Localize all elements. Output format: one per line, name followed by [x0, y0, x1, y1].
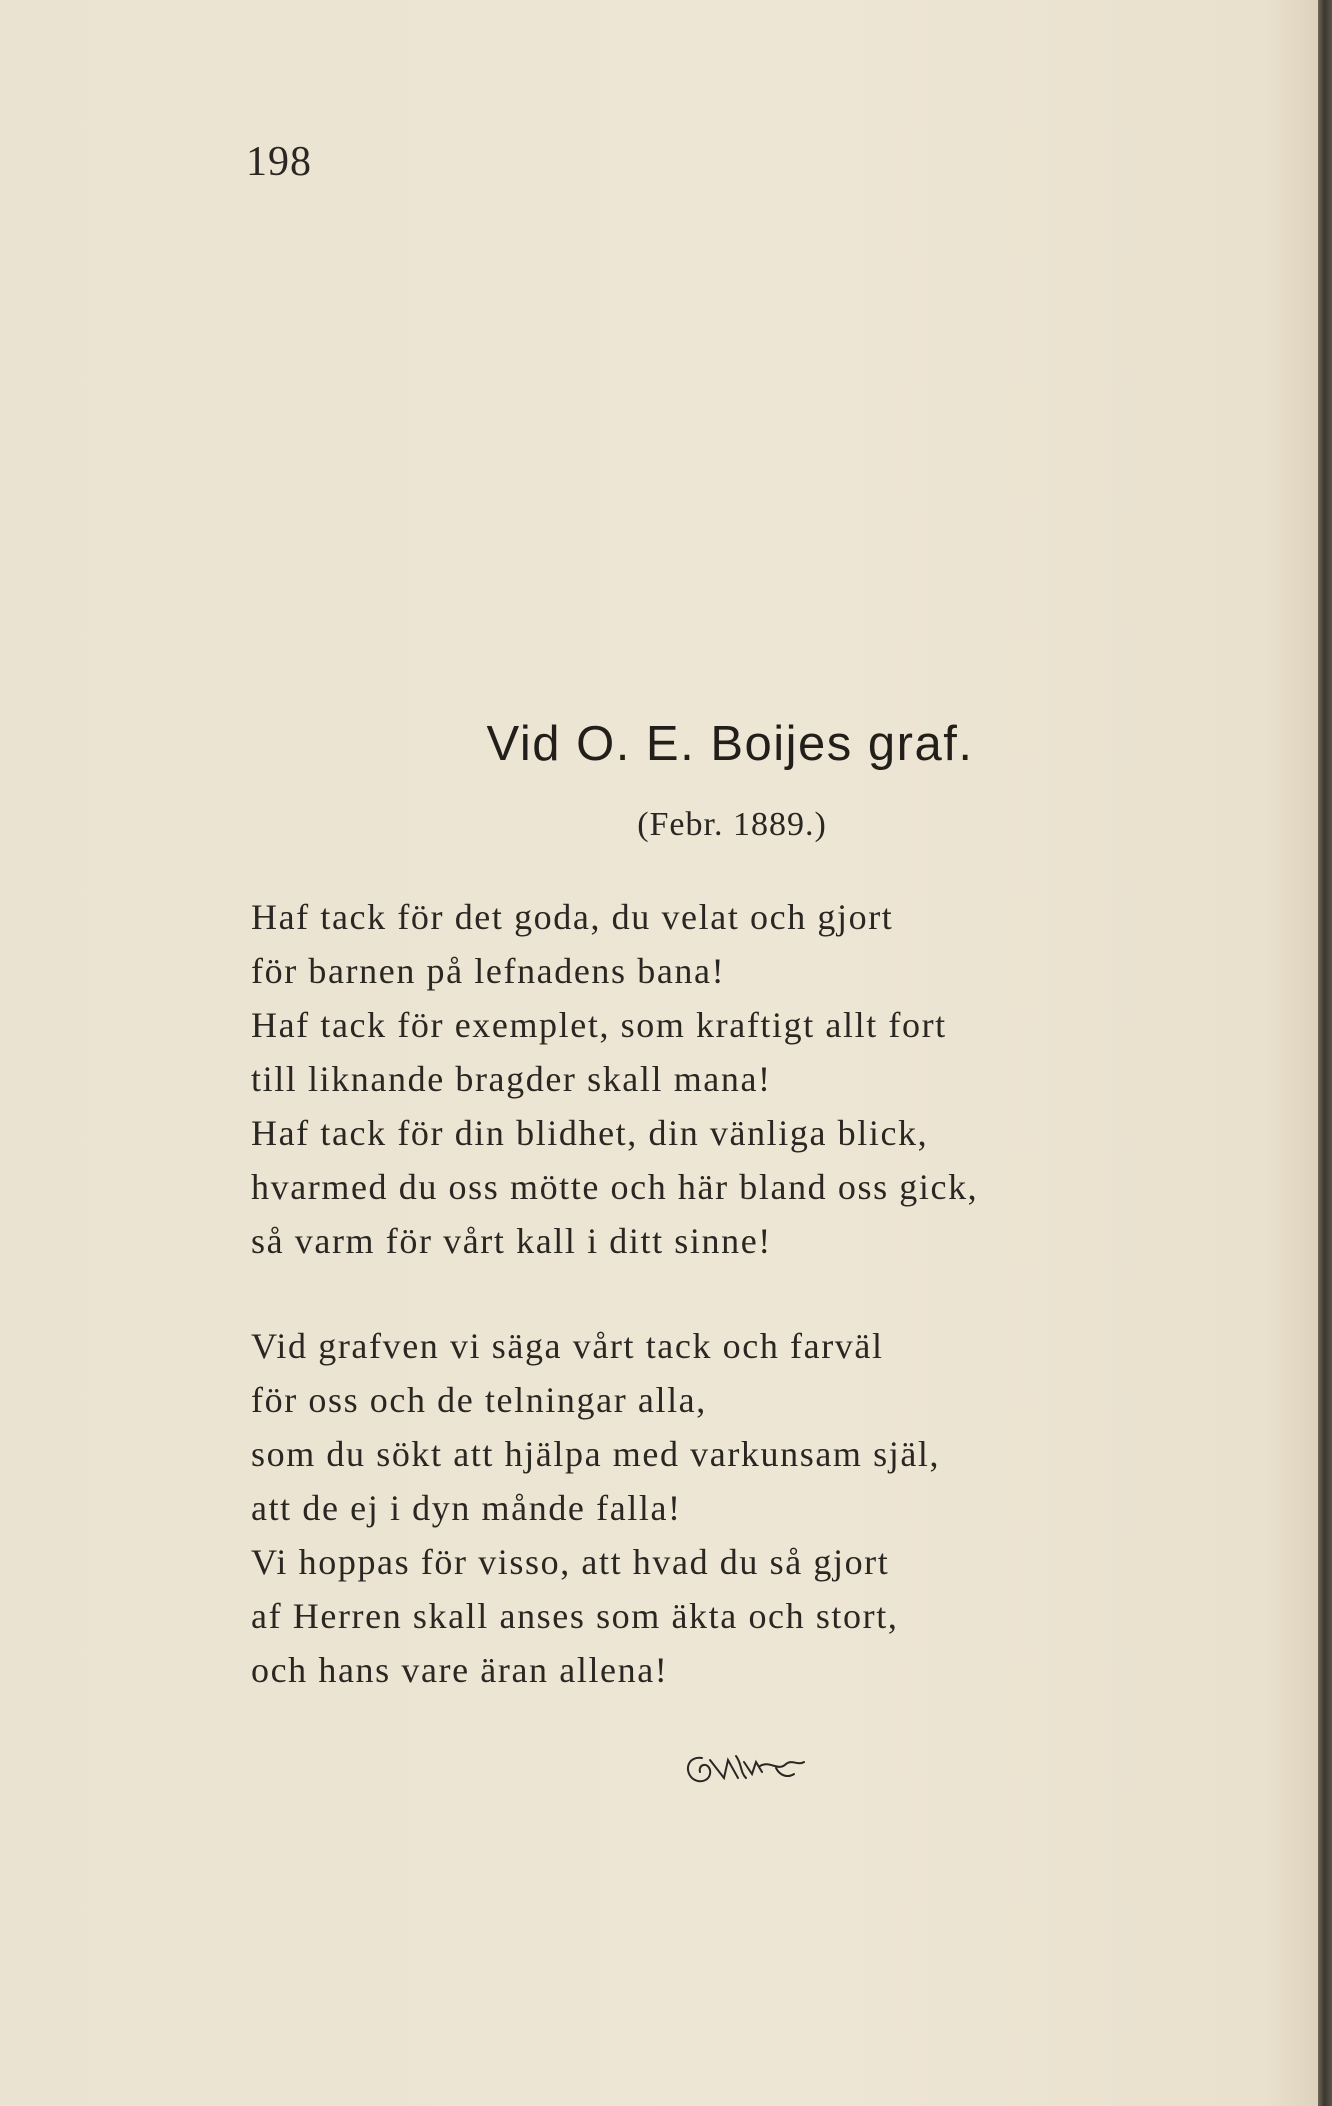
- poem-line: Vid grafven vi säga vårt tack och farväl: [251, 1326, 884, 1366]
- stanza-2: [251, 1319, 940, 1697]
- poem-line: hvarmed du oss mötte och här bland oss gick,: [251, 1167, 979, 1207]
- poem-line: af Herren skall anses som äkta och stort,: [251, 1596, 899, 1636]
- floral-ornament-icon: [680, 1748, 808, 1790]
- poem-line: Haf tack för din blidhet, din vänliga blick,: [251, 1113, 929, 1153]
- poem-line: och hans vare äran allena!: [251, 1650, 669, 1690]
- page-number: 198: [246, 139, 312, 185]
- poem-line: för barnen på lefnadens bana!: [251, 951, 726, 991]
- poem-line: Vi hoppas för visso, att hvad du så gjort: [251, 1542, 890, 1582]
- poem-line: till liknande bragder skall mana!: [251, 1059, 772, 1099]
- poem-line: så varm för vårt kall i ditt sinne!: [251, 1221, 772, 1261]
- poem-title: Vid O. E. Boijes graf.: [486, 717, 974, 771]
- book-spine-edge: [1318, 0, 1332, 2106]
- poem-line: för oss och de telningar alla,: [251, 1380, 707, 1420]
- poem-line: som du sökt att hjälpa med varkunsam själ,: [251, 1434, 941, 1474]
- poem-date: (Febr. 1889.): [637, 806, 827, 843]
- poem-line: att de ej i dyn månde falla!: [251, 1488, 682, 1528]
- stanza-1: [251, 890, 978, 1268]
- poem-line: Haf tack för exemplet, som kraftigt allt fort: [251, 1005, 947, 1045]
- poem-line: Haf tack för det goda, du velat och gjort: [251, 897, 894, 937]
